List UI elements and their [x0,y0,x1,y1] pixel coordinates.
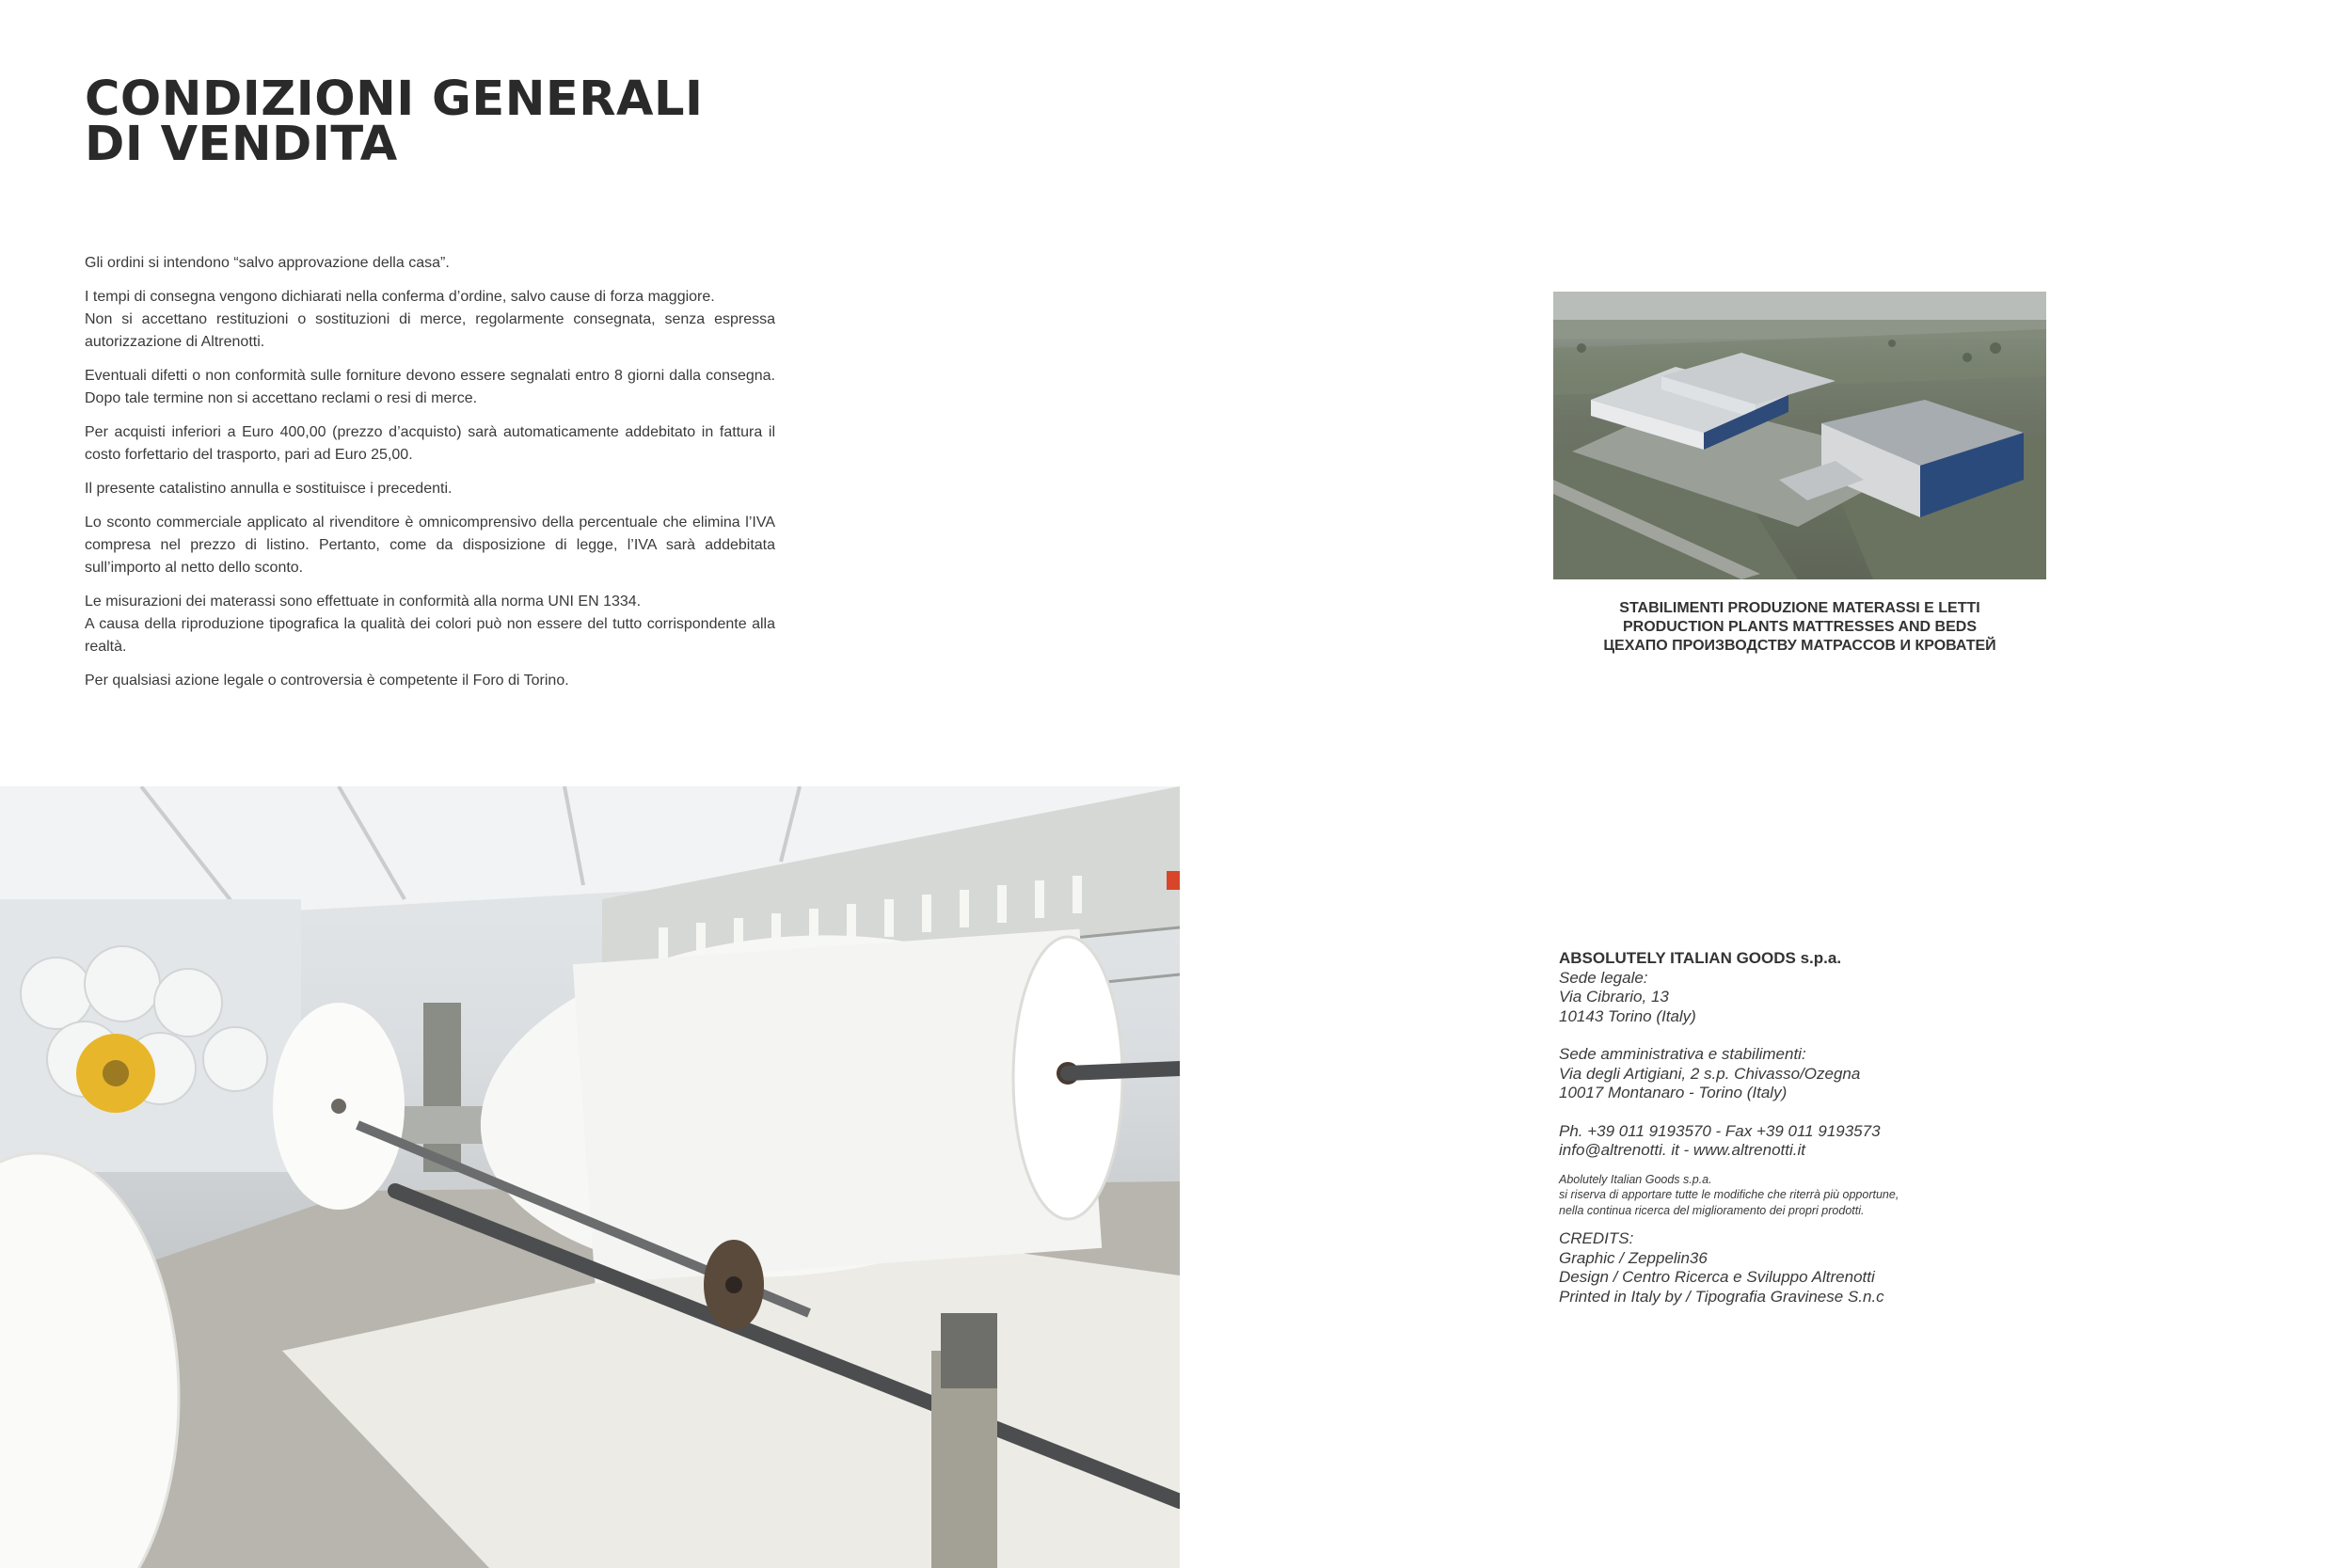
company-info [1559,949,2123,1307]
disclaimer-line-3: nella continua ricerca del miglioramento dei propri prodotti. [1559,1203,1865,1217]
credit-graphic: Graphic / Zeppelin36 [1559,1248,1708,1267]
legal-office-label: Sede legale: [1559,968,1648,987]
caption-italian: STABILIMENTI PRODUZIONE MATERASSI E LETTI [1619,600,1980,616]
page-title-line-1: CONDIZIONI GENERALI [85,71,704,127]
condition-standard: Le misurazioni dei materassi sono effettuate in conformità alla norma UNI EN 1334. [85,594,642,610]
factory-interior-illustration [0,786,1180,1568]
condition-shipping-cost: Per acquisti inferiori a Euro 400,00 (prezzo d’acquisto) sarà automaticamente addebitato in fattura il costo forfettario del trasporto, pari ad Euro 25,00. [85,424,775,463]
credit-design: Design / Centro Ricerca e Sviluppo Altrenotti [1559,1268,1875,1286]
caption-english: PRODUCTION PLANTS MATTRESSES AND BEDS [1622,619,1977,635]
admin-office-label: Sede amministrativa e stabilimenti: [1559,1045,1806,1063]
legal-office-city: 10143 Torino (Italy) [1559,1006,1696,1025]
credit-printing: Printed in Italy by / Tipografia Gravinese S.n.c [1559,1287,1884,1306]
admin-office-city: 10017 Montanaro - Torino (Italy) [1559,1084,1788,1101]
factory-aerial-illustration [1553,292,2046,579]
disclaimer-line-2: si riserva di apportare tutte le modifiche che riterrà più opportune, [1559,1188,1899,1201]
aerial-photo-caption [1553,599,2046,656]
condition-defects: Eventuali difetti o non conformità sulle forniture devono essere segnalati entro 8 giorni dalla consegna. Dopo tale termine non si accettano reclami o resi di merce. [85,368,775,406]
condition-color-reproduction: A causa della riproduzione tipografica la qualità dei colori può non essere del tutto corrispondente alla realtà. [85,616,775,655]
condition-discount-vat: Lo sconto commerciale applicato al rivenditore è omnicomprensivo della percentuale che elimina l’IVA compresa nel prezzo di listino. Pertanto, come da disposizione di legge, l’IVA sarà addebitata sull’importo al netto dello sconto. [85,515,775,576]
page-title-line-2: DI VENDITA [85,117,398,172]
condition-delivery [85,286,775,354]
legal-office-street: Via Cibrario, 13 [1559,988,1669,1006]
email-website: info@altrenotti. it - www.altrenotti.it [1559,1141,1805,1159]
condition-orders: Gli ordini si intendono “salvo approvazione della casa”. [85,255,450,271]
credits-label: CREDITS: [1559,1229,1634,1247]
admin-office-street: Via degli Artigiani, 2 s.p. Chivasso/Ozegna [1559,1064,1861,1083]
condition-returns: Non si accettano restituzioni o sostituzioni di merce, regolarmente consegnata, senza espressa autorizzazione di Altrenotti. [85,311,775,350]
caption-russian: ЦЕХАПО ПРОИЗВОДСТВУ МАТРАССОВ И КРОВАТЕЙ [1603,638,1996,654]
condition-measurements [85,591,775,658]
factory-aerial-photo [1553,292,2046,579]
condition-jurisdiction: Per qualsiasi azione legale o controversia è competente il Foro di Torino. [85,673,569,689]
condition-price-list: Il presente catalistino annulla e sostituisce i precedenti. [85,481,453,497]
phone-fax: Ph. +39 011 9193570 - Fax +39 011 9193573 [1559,1121,1881,1140]
condition-delivery-times: I tempi di consegna vengono dichiarati nella conferma d’ordine, salvo cause di forza maggiore. [85,289,715,305]
company-name: ABSOLUTELY ITALIAN GOODS s.p.a. [1559,949,1842,967]
page-title [85,71,704,172]
factory-interior-photo [0,786,1180,1568]
disclaimer-line-1: Abolutely Italian Goods s.p.a. [1559,1172,1712,1186]
sales-conditions [85,252,775,704]
